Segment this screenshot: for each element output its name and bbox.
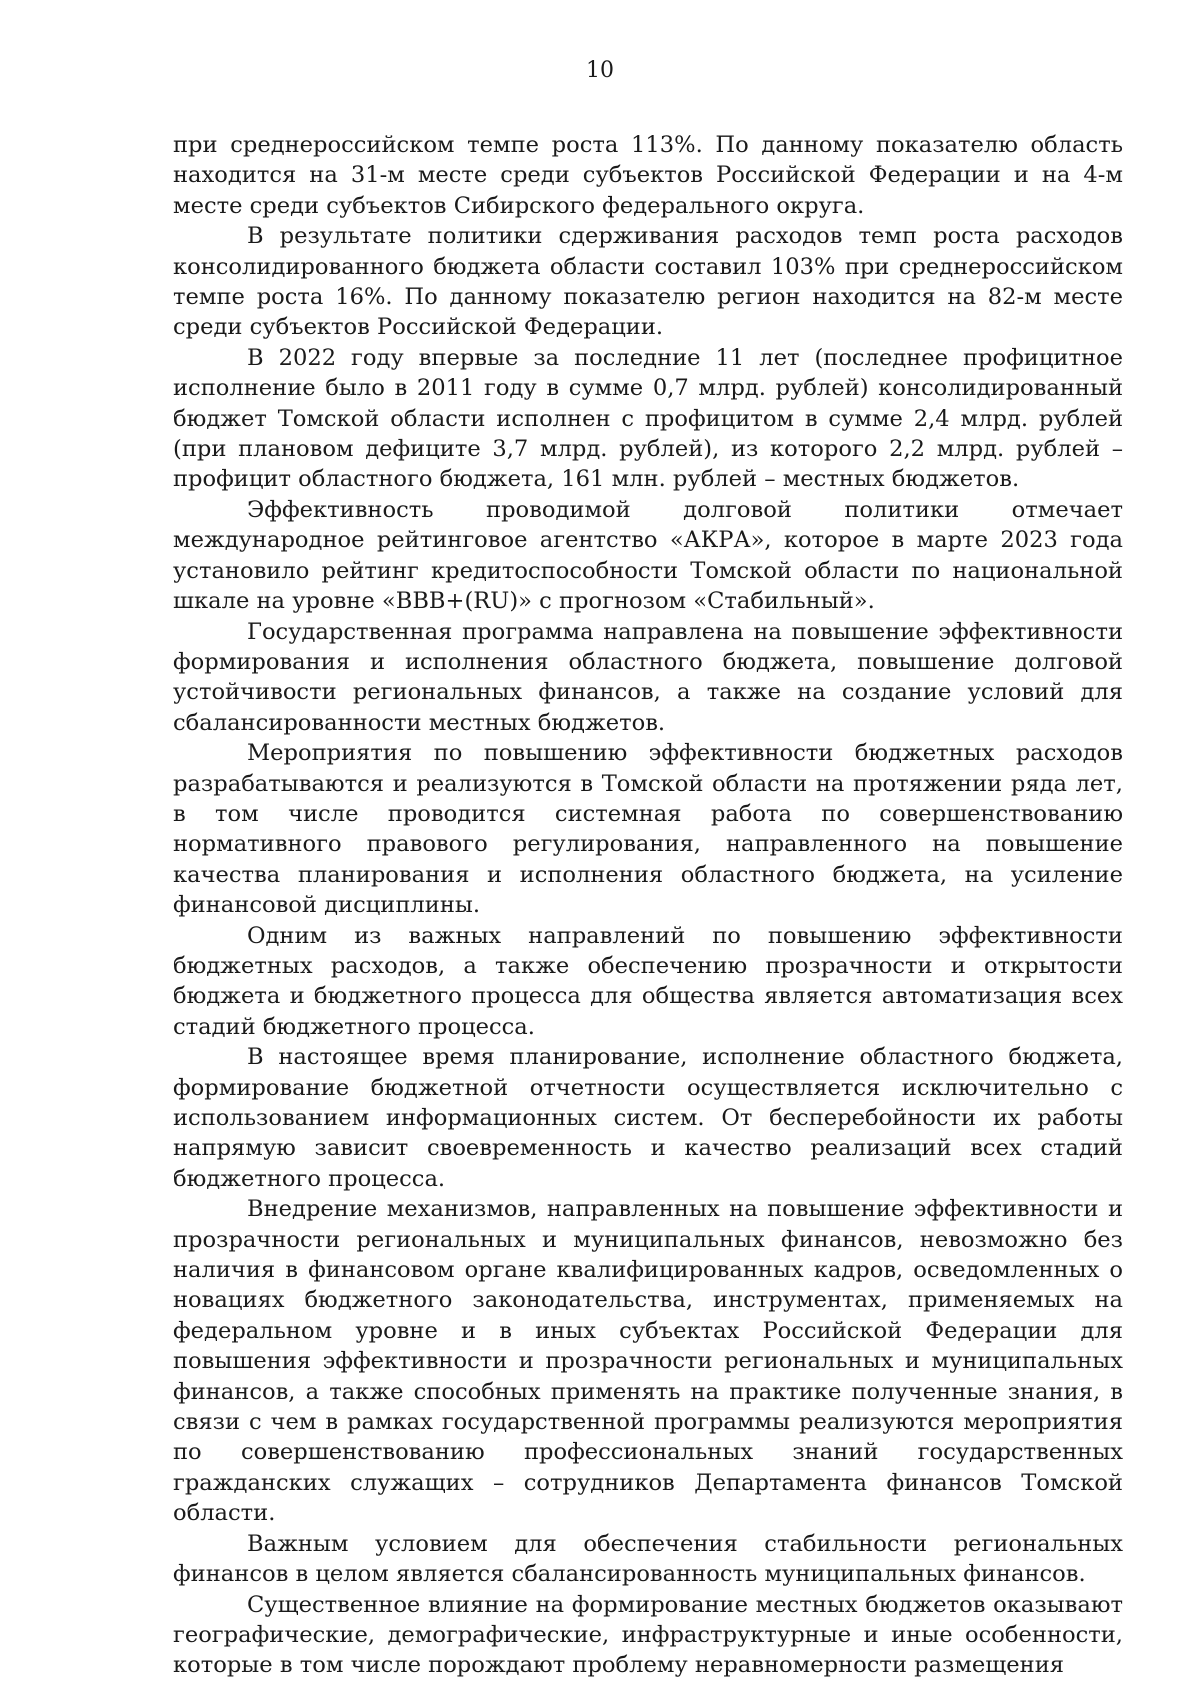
paragraph-continues: Существенное влияние на формирование местных бюджетов оказывают географические, демографические, инфраструктурные и иные особенности, которые в том числе порождают проблему неравномерности размещения [173, 1591, 1123, 1679]
paragraph-continuation: при среднероссийском темпе роста 113%. По данному показателю область находится на 31-м месте среди субъектов Российской Федерации и на 4-м месте среди субъектов Сибирского федерального округа. [173, 132, 1123, 219]
paragraph: В результате политики сдерживания расходов темп роста расходов консолидированного бюджета области составил 103% при среднероссийском темпе роста 16%. По данному показателю регион находится на 82-м месте среди субъектов Российской Федерации. [173, 223, 1123, 341]
paragraph: Мероприятия по повышению эффективности бюджетных расходов разрабатываются и реализуются в Томской области на протяжении ряда лет, в том числе проводится системная работа по совершенствованию нормативного правового регулирования, направленного на повышение качества планирования и исполнения областного бюджета, на усиление финансовой дисциплины. [173, 740, 1123, 919]
paragraph: В настоящее время планирование, исполнение областного бюджета, формирование бюджетной отчетности осуществляется исключительно с использованием информационных систем. От бесперебойности их работы напрямую зависит своевременность и качество реализаций всех стадий бюджетного процесса. [173, 1044, 1123, 1192]
page-number: 10 [586, 58, 614, 83]
document-body [173, 130, 1123, 1681]
paragraph: Эффективность проводимой долговой политики отмечает международное рейтинговое агентство «АКРА», которое в марте 2023 года установило рейтинг кредитоспособности Томской области по национальной шкале на уровне «BBB+(RU)» с прогнозом «Стабильный». [173, 496, 1123, 615]
paragraph: Важным условием для обеспечения стабильности региональных финансов в целом является сбалансированность муниципальных финансов. [173, 1530, 1123, 1588]
paragraph: Одним из важных направлений по повышению эффективности бюджетных расходов, а также обеспечению прозрачности и открытости бюджета и бюджетного процесса для общества является автоматизация всех стадий бюджетного процесса. [173, 922, 1123, 1040]
paragraph: В 2022 году впервые за последние 11 лет (последнее профицитное исполнение было в 2011 году в сумме 0,7 млрд. рублей) консолидированный бюджет Томской области исполнен с профицитом в сумме 2,4 млрд. рублей (при плановом дефиците 3,7 млрд. рублей), из которого 2,2 млрд. рублей – профицит областного бюджета, 161 млн. рублей – местных бюджетов. [173, 344, 1123, 493]
paragraph: Государственная программа направлена на повышение эффективности формирования и исполнения областного бюджета, повышение долговой устойчивости региональных финансов, а также на создание условий для сбалансированности местных бюджетов. [173, 618, 1123, 736]
paragraph: Внедрение механизмов, направленных на повышение эффективности и прозрачности региональных и муниципальных финансов, невозможно без наличия в финансовом органе квалифицированных кадров, осведомленных о новациях бюджетного законодательства, инструментах, применяемых на федеральном уровне и в иных субъектах Российской Федерации для повышения эффективности и прозрачности региональных и муниципальных финансов, а также способных применять на практике полученные знания, в связи с чем в рамках государственной программы реализуются мероприятия по совершенствованию профессиональных знаний государственных гражданских служащих – сотрудников Департамента финансов Томской области. [173, 1196, 1123, 1527]
